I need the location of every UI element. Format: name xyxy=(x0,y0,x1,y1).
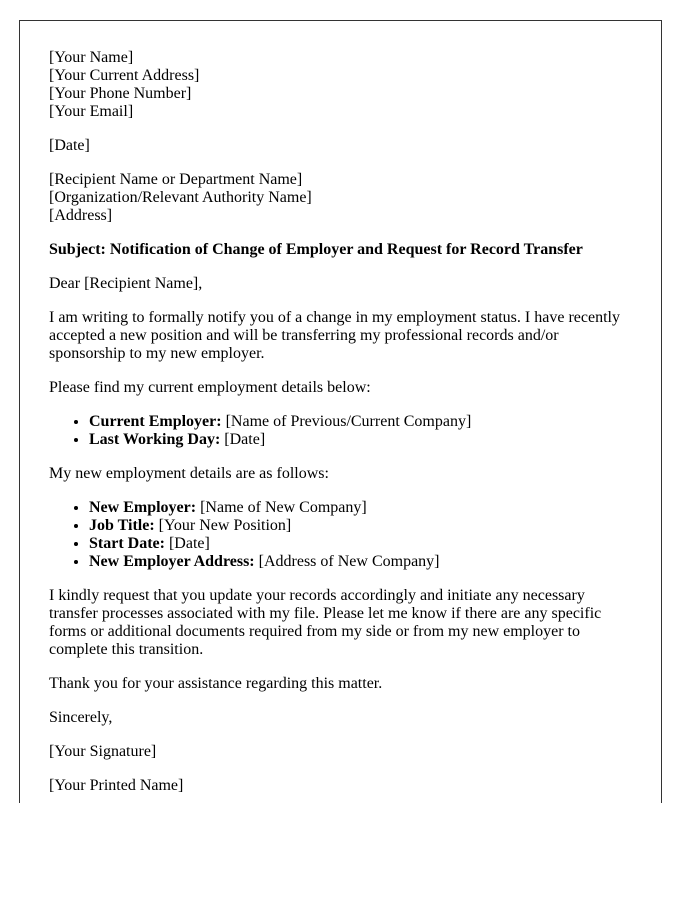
recipient-name: [Recipient Name or Department Name] xyxy=(49,171,303,188)
current-details-heading: Please find my current employment details below: xyxy=(49,379,371,396)
signature: [Your Signature] xyxy=(49,743,157,760)
closing: Sincerely, xyxy=(49,709,113,726)
sender-block xyxy=(49,49,633,121)
recipient-organization: [Organization/Relevant Authority Name] xyxy=(49,189,312,206)
new-details-list xyxy=(49,499,633,571)
intro-paragraph: I am writing to formally notify you of a change in my employment status. I have recently accepted a new position and will be transferring my professional records and/or sponsorship to my new employer. xyxy=(49,309,620,362)
list-item xyxy=(89,413,633,431)
item-value: [Name of Previous/Current Company] xyxy=(221,413,472,430)
item-value: [Address of New Company] xyxy=(254,553,440,570)
item-label: New Employer Address: xyxy=(89,553,255,570)
recipient-block xyxy=(49,171,633,225)
new-details-heading: My new employment details are as follows: xyxy=(49,465,329,482)
current-details-list xyxy=(49,413,633,449)
item-label: Job Title: xyxy=(89,517,155,534)
item-value: [Date] xyxy=(164,535,210,552)
request-paragraph: I kindly request that you update your records accordingly and initiate any necessary transfer processes associated with my file. Please let me know if there are any specific forms or additional documents required from my side or from my new employer to complete this transition. xyxy=(49,587,602,658)
salutation: Dear [Recipient Name], xyxy=(49,275,203,292)
item-label: Start Date: xyxy=(89,535,165,552)
list-item xyxy=(89,499,633,517)
item-label: Current Employer: xyxy=(89,413,222,430)
item-label: Last Working Day: xyxy=(89,431,221,448)
list-item xyxy=(89,553,633,571)
item-value: [Name of New Company] xyxy=(196,499,367,516)
item-label: New Employer: xyxy=(89,499,197,516)
thanks-paragraph: Thank you for your assistance regarding this matter. xyxy=(49,675,383,692)
letter-date: [Date] xyxy=(49,137,90,154)
letter-page xyxy=(19,20,662,803)
subject-line: Subject: Notification of Change of Employer and Request for Record Transfer xyxy=(49,241,583,258)
sender-address: [Your Current Address] xyxy=(49,67,200,84)
list-item xyxy=(89,431,633,449)
sender-email: [Your Email] xyxy=(49,103,134,120)
list-item xyxy=(89,535,633,553)
list-item xyxy=(89,517,633,535)
printed-name: [Your Printed Name] xyxy=(49,777,184,794)
sender-phone: [Your Phone Number] xyxy=(49,85,192,102)
item-value: [Your New Position] xyxy=(154,517,292,534)
sender-name: [Your Name] xyxy=(49,49,134,66)
recipient-address: [Address] xyxy=(49,207,113,224)
item-value: [Date] xyxy=(220,431,266,448)
